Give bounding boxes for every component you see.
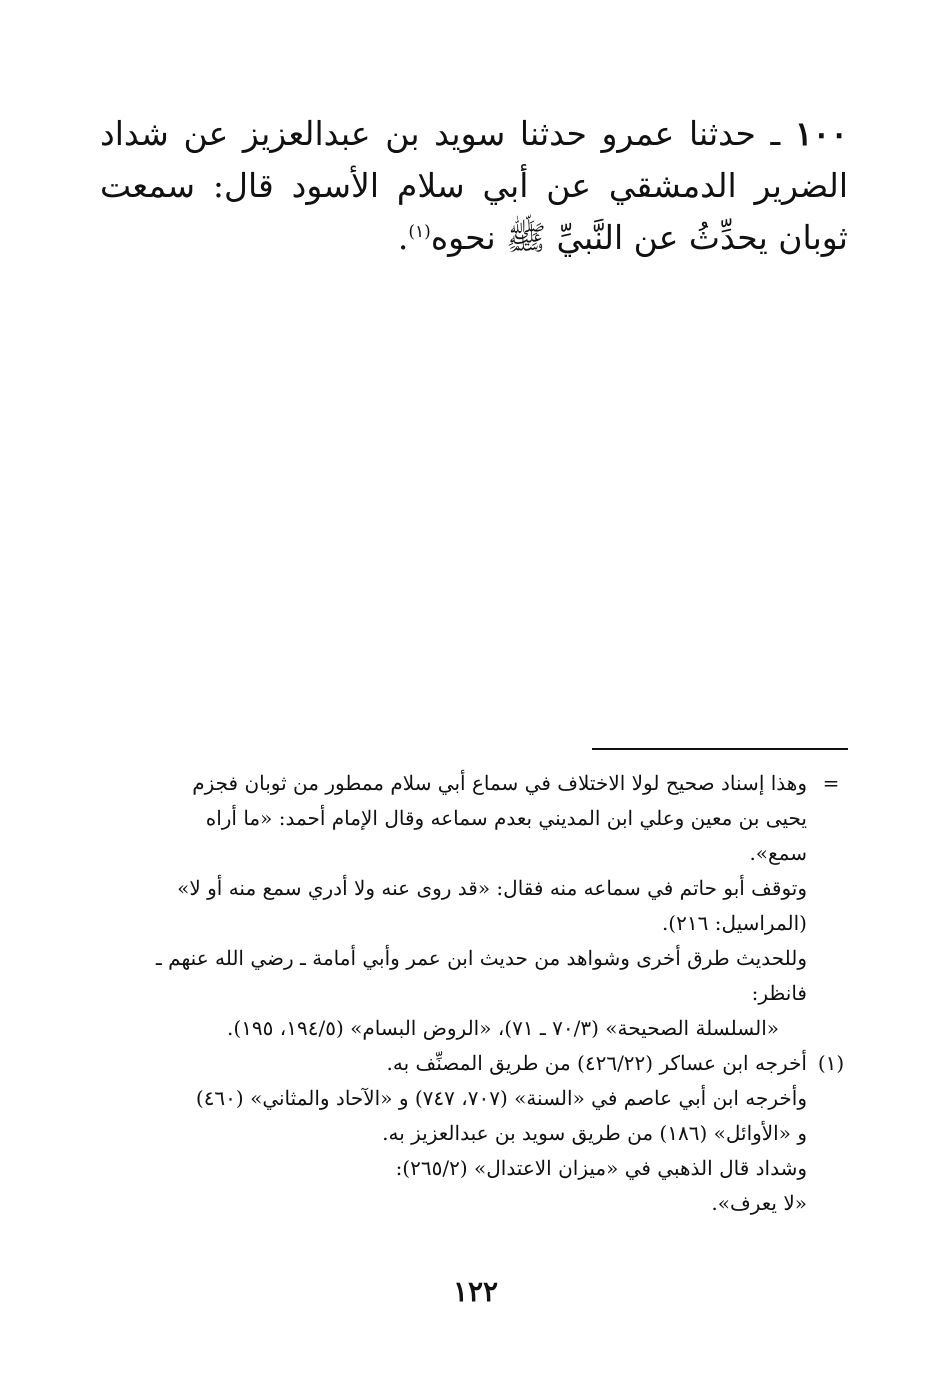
hadith-number: ١٠٠ [794,114,848,153]
footnote-line: «لا يعرف». [711,1191,807,1215]
hadith-end-punctuation: . [397,218,409,257]
footnote-line: أخرجه ابن عساكر (٤٢٦/٢٢) من طريق المصنِّف به. [386,1051,807,1075]
hadith-text [100,108,848,264]
footnote-line: وأخرجه ابن أبي عاصم في «السنة» (٧٠٧، ٧٤٧) و «الآحاد والمثاني» (٤٦٠) [195,1086,807,1110]
footnote-continuation [101,766,851,1046]
hadith-body: ـ حدثنا عمرو حدثنا سويد بن عبدالعزيز عن شداد الضرير الدمشقي عن أبي سلام الأسود قال: سمعت ثوبان يحدِّثُ عن النَّبيِّ ﷺ نحوه [100,114,848,257]
footnote-line: وشداد قال الذهبي في «ميزان الاعتدال» (٢٦٥/٢): [395,1156,807,1180]
footnote-line: وللحديث طرق أخرى وشواهد من حديث ابن عمر وأبي أمامة ـ رضي الله عنهم ـ [155,946,807,970]
footnote-line: و «الأوائل» (١٨٦) من طريق سويد بن عبدالعزيز به. [382,1121,807,1145]
footnotes-section [101,766,851,1221]
footnote-line: (المراسيل: ٢١٦). [661,911,807,935]
footnote-line: يحيى بن معين وعلي ابن المديني بعدم سماعه وقال الإمام أحمد: «ما أراه [205,806,807,830]
footnote-1 [101,1046,851,1221]
page-number: ١٢٢ [452,1275,499,1308]
footnote-separator [592,748,848,750]
footnote-1-marker: (١) [817,1051,845,1075]
footnote-line: وتوقف أبو حاتم في سماعه منه فقال: «قد روى عنه ولا أدري سمع منه أو لا» [177,876,807,900]
footnote-line: سمع». [749,841,807,865]
footnote-line: «السلسلة الصحيحة» (٧٠/٣ ـ ٧١)، «الروض البسام» (١٩٤/٥، ١٩٥). [227,1016,779,1040]
continuation-marker: = [822,771,840,795]
footnote-line: فانظر: [751,981,807,1005]
footnote-reference: (١) [408,222,431,242]
footnote-line: وهذا إسناد صحيح لولا الاختلاف في سماع أبي سلام ممطور من ثوبان فجزم [192,771,807,795]
